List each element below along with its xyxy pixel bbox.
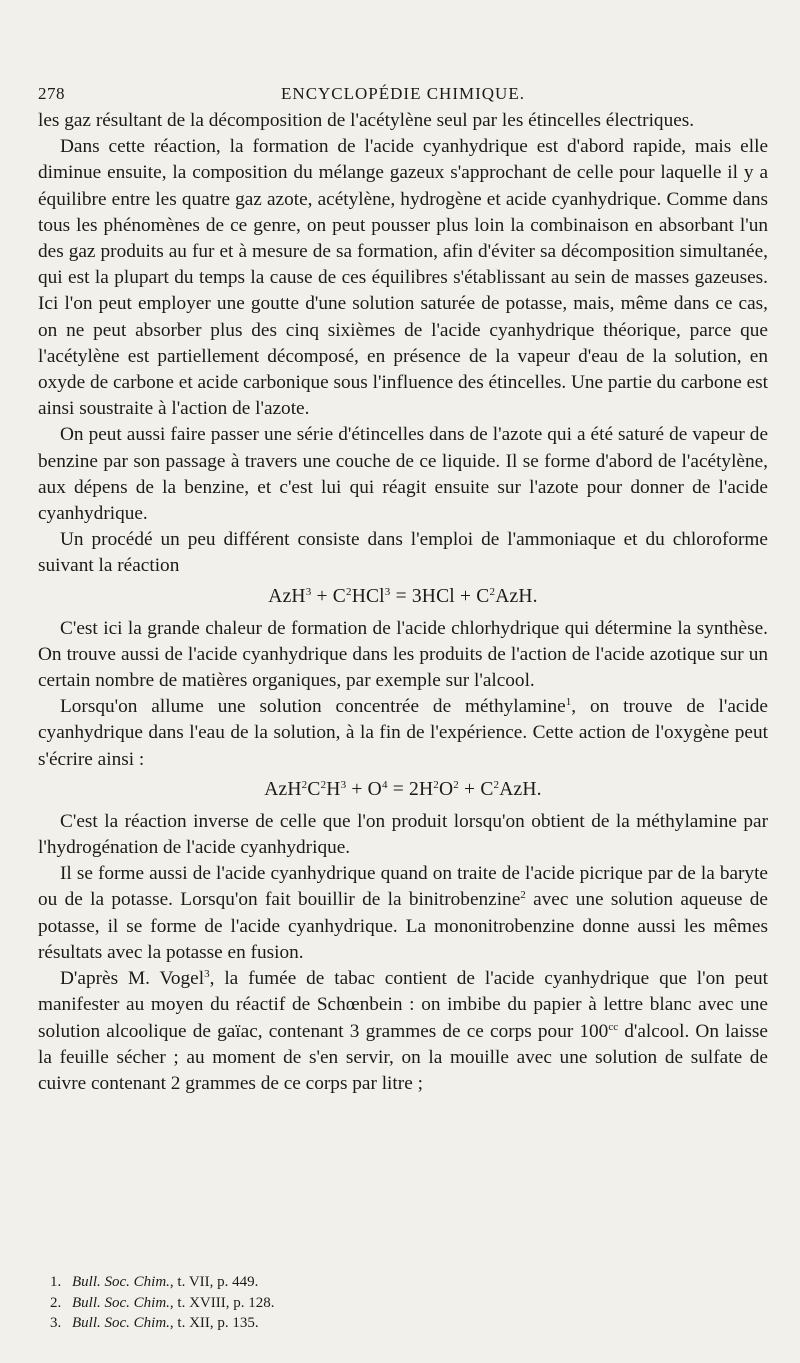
paragraph: Dans cette réaction, la formation de l'acide cyanhydrique est d'abord rapide, mais elle diminue ensuite, la composition du mélange gazeux s'approchant de celle pour laquelle il y a équilibre entre les quatre gaz azote, acétylène, hydrogène et acide cyanhydrique. Comme dans tous les phénomènes de ce genre, on peut pousser plus loin la combinaison en absorbant l'un des gaz produits au fur et à mesure de sa formation, afin d'éviter sa décomposition simultanée, qui est la plupart du temps la cause de ces équilibres s'établissant au sein de masses gazeuses. Ici l'on peut employer une goutte d'une solution saturée de potasse, mais, même dans ce cas, on ne peut absorber plus des cinq sixièmes de l'acide cyanhydrique théorique, parce que l'acétylène est partiellement décomposé, en présence de la vapeur d'eau de la solution, en oxyde de carbone et acide carbonique sous l'influence des étincelles. Une partie du carbone est ainsi soustraite à l'action de l'azote. [38, 136, 768, 420]
paragraph: On peut aussi faire passer une série d'étincelles dans de l'azote qui a été saturé de vapeur de benzine par son passage à travers une couche de ce liquide. Il se forme d'abord de l'acétylène, aux dépens de la benzine, et c'est lui qui réagit ensuite sur l'azote pour donner de l'acide cyanhydrique. [38, 424, 768, 525]
footnote: 2. Bull. Soc. Chim., t. XVIII, p. 128. [50, 1294, 275, 1311]
body-text [38, 108, 768, 1097]
footnote: 3. Bull. Soc. Chim., t. XII, p. 135. [50, 1315, 259, 1331]
footnote: 1. Bull. Soc. Chim., t. VII, p. 449. [50, 1274, 259, 1290]
paragraph: Un procédé un peu différent consiste dans l'emploi de l'ammoniaque et du chloroforme suivant la réaction [38, 529, 768, 577]
page-number: 278 [38, 84, 65, 103]
paragraph: Lorsqu'on allume une solution concentrée de méthylamine$^1$, on trouve de l'acide cyanhydrique dans l'eau de la solution, à la fin de l'expérience. Cette action de l'oxygène peut s'écrire ainsi : [38, 696, 768, 770]
unit-superscript: cc [608, 1020, 619, 1033]
footnote-ref: 1 [565, 696, 572, 709]
paragraph: C'est ici la grande chaleur de formation de l'acide chlorhydrique qui détermine la synthèse. On trouve aussi de l'acide cyanhydrique dans les produits de l'action de l'acide azotique sur un certain nombre de matières organiques, par exemple sur l'alcool. [38, 617, 768, 692]
paragraph: les gaz résultant de la décomposition de l'acétylène seul par les étincelles électriques. [38, 110, 695, 131]
chemical-equation: $AzH^3 + C^2HCl^3 = 3HCl + C^2AzH$. [268, 585, 538, 607]
paragraph: Il se forme aussi de l'acide cyanhydrique quand on traite de l'acide picrique par de la baryte ou de la potasse. Lorsqu'on fait bouillir de la binitrobenzine$^2$ avec une solution aqueuse de potasse, il se forme de l'acide cyanhydrique. La mononitrobenzine donne aussi les mêmes résultats avec la potasse en fusion. [38, 863, 768, 963]
paragraph: D'après M. Vogel$^3$, la fumée de tabac contient de l'acide cyanhydrique que l'on peut manifester au moyen du réactif de Schœnbein : on imbibe du papier à lettre blanc avec une solution alcoolique de gaïac, contenant 3 grammes de ce corps pour $100^{cc}$ d'alcool. On laisse la feuille sécher ; au moment de s'en servir, on la mouille avec une solution de sulfate de cuivre contenant 2 grammes de ce corps par litre ; [38, 968, 768, 1094]
chemical-equation: $AzH^2C^2H^3 + O^4 = 2H^2O^2 + C^2AzH$. [264, 778, 542, 800]
footnote-ref: 2 [520, 889, 526, 902]
footnote-ref: 3 [204, 968, 210, 981]
running-title: ENCYCLOPÉDIE CHIMIQUE. [281, 84, 525, 103]
paragraph: C'est la réaction inverse de celle que l'on produit lorsqu'on obtient de la méthylamine par l'hydrogénation de l'acide cyanhydrique. [38, 810, 768, 859]
page-header [38, 78, 768, 108]
footnotes [50, 1272, 275, 1334]
